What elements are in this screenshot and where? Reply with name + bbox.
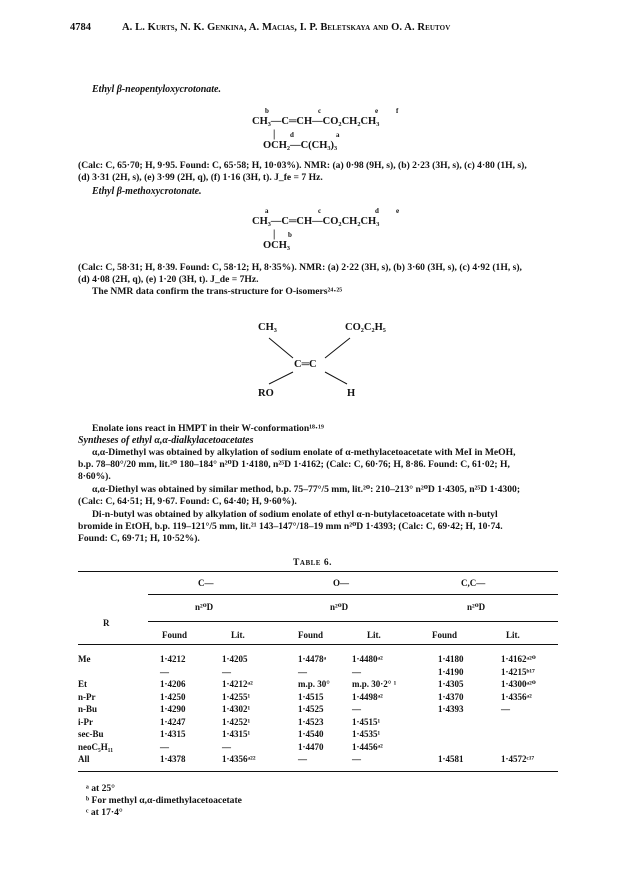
- compound2-data-line1: (Calc: C, 58·31; H, 8·39. Found: C, 58·12; H, 8·35%). NMR: (a) 2·22 (3H, s), (b) 3·60 (3H, s), (c) 4·92 (1H, s),: [78, 262, 522, 273]
- subhead-lit-1: Lit.: [231, 630, 245, 640]
- table-cell: 1·4515: [298, 691, 324, 702]
- table-cell: 1·4370: [438, 691, 464, 702]
- dibutyl-line1: Di-n-butyl was obtained by alkylation of sodium enolate of ethyl α-n-butylacetoacetate with n-butyl: [92, 509, 498, 520]
- compound1-data-line1: (Calc: C, 65·70; H, 9·95. Found: C, 65·58; H, 10·03%). NMR: (a) 0·98 (9H, s), (b) 2·23 (3H, s), (c) 4·80 (1H, s),: [78, 160, 527, 171]
- table-cell: 1·4302¹: [222, 704, 251, 714]
- table-cell: 1·4356ᵃ²²: [222, 754, 256, 764]
- table-cell: 1·4572ᶜ¹⁷: [501, 754, 535, 764]
- author-line: A. L. Kurts, N. K. Genkina, A. Macias, I. P. Beletskaya and O. A. Reutov: [122, 22, 451, 33]
- structure-ch3: CH₃: [258, 322, 277, 333]
- compound2-formula-main: CH₃—C═CH—CO₂CH₂CH₃: [252, 216, 380, 227]
- table-cell: 1·4190: [438, 666, 464, 677]
- table-cell: —: [222, 666, 231, 677]
- footnote-a: ᵃ at 25°: [86, 783, 116, 794]
- table-cell: 1·4523: [298, 716, 324, 727]
- table-row-label: n-Bu: [78, 704, 98, 714]
- enolate-sentence: Enolate ions react in HMPT in their W-conformation¹⁸·¹⁹: [92, 423, 324, 434]
- subhead-rule: [78, 644, 558, 645]
- table-row-label: All: [78, 754, 90, 764]
- table-cell: 1·4515¹: [352, 716, 381, 727]
- compound2-formula-sub: OCH₃: [263, 240, 291, 251]
- table-r-label: R: [103, 618, 110, 628]
- table-nd-3: n²⁰D: [467, 602, 486, 612]
- table-cell: 1·4470: [298, 741, 324, 752]
- table-cell: 1·4480ᵃ²: [352, 654, 383, 664]
- table-cell: 1·4205: [222, 654, 248, 664]
- table-cell: —: [298, 754, 307, 764]
- footnote-c: ᶜ at 17·4°: [86, 807, 123, 818]
- table-cell: m.p. 30·2° ¹: [352, 679, 397, 689]
- label-c: c: [318, 107, 322, 115]
- label-f: f: [396, 107, 399, 115]
- subhead-found-1: Found: [162, 630, 188, 640]
- dimethyl-line1: α,α-Dimethyl was obtained by alkylation of sodium enolate of α-methylacetoacetate with MeI in MeOH,: [92, 447, 516, 458]
- table-cell: 1·4581: [438, 754, 464, 764]
- compound1-title: Ethyl β-neopentyloxycrotonate.: [92, 84, 221, 95]
- table-cell: 1·4478ᵃ: [298, 654, 327, 664]
- table-cell: —: [352, 666, 361, 677]
- table-row-label: Me: [78, 654, 91, 664]
- dimethyl-line3: 8·60%).: [78, 471, 111, 482]
- table-cell: 1·4378: [160, 754, 186, 764]
- formula-bond-2: |: [273, 229, 276, 240]
- label-a2: a: [265, 207, 269, 215]
- diethyl-line1: α,α-Diethyl was obtained by similar method, b.p. 75–77°/5 mm, lit.²⁰: 210–213° n²⁰D 1·4305, n²⁵D 1·4300;: [92, 484, 521, 495]
- table-cell: —: [352, 754, 361, 764]
- dibutyl-line3: Found: C, 69·71; H, 10·52%).: [78, 533, 200, 544]
- label-d2: d: [375, 207, 379, 215]
- label-a: a: [336, 131, 340, 139]
- dimethyl-line2: b.p. 78–80°/20 mm, lit.²⁰ 180–184° n²⁰D 1·4180, n²⁵D 1·4162; (Calc: C, 60·76; H, 8·86. Found: C, 61·02; H,: [78, 459, 510, 470]
- table-cell: 1·4255¹: [222, 691, 251, 702]
- label-d: d: [290, 131, 294, 139]
- table-cell: 1·4215ᵇ¹⁷: [501, 666, 535, 677]
- label-b: b: [265, 107, 269, 115]
- table-group-cc: C,C—: [461, 578, 486, 588]
- table-row-label: sec-Bu: [78, 729, 104, 739]
- formula-bond: |: [273, 129, 276, 140]
- label-c2: c: [318, 207, 322, 215]
- table-cell: —: [160, 741, 169, 752]
- table-caption: Table 6.: [293, 558, 332, 568]
- table-cell: —: [298, 666, 307, 677]
- table-cell: 1·4247: [160, 716, 186, 727]
- table-cell: —: [352, 704, 361, 714]
- subhead-found-3: Found: [432, 630, 458, 640]
- table-group-c: C—: [198, 578, 214, 588]
- group-rule: [148, 594, 558, 595]
- structure-ro: RO: [258, 388, 274, 399]
- table-cell: 1·4300ᵃ²⁰: [501, 679, 536, 689]
- table-cell: —: [160, 666, 169, 677]
- table-cell: m.p. 30°: [298, 679, 330, 689]
- dibutyl-line2: bromide in EtOH, b.p. 119–121°/5 mm, lit.²¹ 143–147°/18–19 mm n²⁰D 1·4393; (Calc: C, 69·42; H, 10·74.: [78, 521, 503, 532]
- label-e2: e: [396, 207, 400, 215]
- diethyl-line2: (Calc: C, 64·51; H, 9·67. Found: C, 64·40; H, 9·60%).: [78, 496, 297, 507]
- trans-structure-note: The NMR data confirm the trans-structure for O-isomers²⁴·²⁵: [92, 286, 343, 297]
- table-cell: 1·4315¹: [222, 729, 251, 739]
- table-cell: 1·4212ᵃ²: [222, 679, 253, 689]
- page-number: 4784: [70, 22, 91, 33]
- table-cell: 1·4252¹: [222, 716, 251, 727]
- table-cell: 1·4535¹: [352, 729, 381, 739]
- syntheses-heading: Syntheses of ethyl α,α-dialkylacetoacetates: [78, 435, 254, 446]
- table-row-label: n-Pr: [78, 691, 96, 702]
- subhead-upper-rule: [148, 621, 558, 622]
- label-e: e: [375, 107, 379, 115]
- table-cell: 1·4540: [298, 729, 324, 739]
- table-nd-1: n²⁰D: [195, 602, 214, 612]
- table-cell: 1·4212: [160, 654, 186, 664]
- compound1-formula-main: CH₃—C═CH—CO₂CH₂CH₃: [252, 116, 380, 127]
- structure-co2et: CO₂C₂H₅: [345, 322, 386, 333]
- table-group-o: O—: [333, 578, 350, 588]
- table-cell: 1·4456ᵃ²: [352, 741, 383, 752]
- table-cell: 1·4356ᵃ²: [501, 691, 532, 702]
- structure-h: H: [347, 388, 356, 399]
- table-row-label: i-Pr: [78, 716, 93, 727]
- table-bottom-rule: [78, 771, 558, 772]
- table-cell: 1·4498ᵃ²: [352, 691, 383, 702]
- table-cell: 1·4206: [160, 679, 186, 689]
- table-cell: —: [501, 704, 510, 714]
- subhead-lit-3: Lit.: [506, 630, 520, 640]
- footnote-b: ᵇ For methyl α,α-dimethylacetoacetate: [86, 795, 242, 806]
- table-cell: 1·4250: [160, 691, 186, 702]
- compound2-data-line2: (d) 4·08 (2H, q), (e) 1·20 (3H, t). J_de = 7Hz.: [78, 274, 259, 285]
- structure-cc: C═C: [294, 359, 317, 370]
- table-row-label: neoC₅H₁₁: [78, 741, 114, 752]
- table-cell: 1·4180: [438, 654, 464, 664]
- table-cell: 1·4393: [438, 704, 464, 714]
- subhead-found-2: Found: [298, 630, 324, 640]
- table-nd-2: n²⁰D: [330, 602, 349, 612]
- subhead-lit-2: Lit.: [367, 630, 381, 640]
- table-cell: 1·4315: [160, 729, 186, 739]
- compound1-data-line2: (d) 3·31 (2H, s), (e) 3·99 (2H, q), (f) 1·16 (3H, t). J_fe = 7 Hz.: [78, 172, 323, 183]
- label-b2: b: [288, 231, 292, 239]
- table-row-label: Et: [78, 679, 87, 689]
- table-cell: 1·4305: [438, 679, 464, 689]
- table-cell: 1·4525: [298, 704, 324, 714]
- table-top-rule: [78, 571, 558, 572]
- table-cell: —: [222, 741, 231, 752]
- compound2-title: Ethyl β-methoxycrotonate.: [92, 186, 202, 197]
- compound1-formula-sub: OCH₂—C(CH₃)₃: [263, 140, 338, 151]
- table-cell: 1·4162ᵃ²⁰: [501, 654, 536, 664]
- table-cell: 1·4290: [160, 704, 186, 714]
